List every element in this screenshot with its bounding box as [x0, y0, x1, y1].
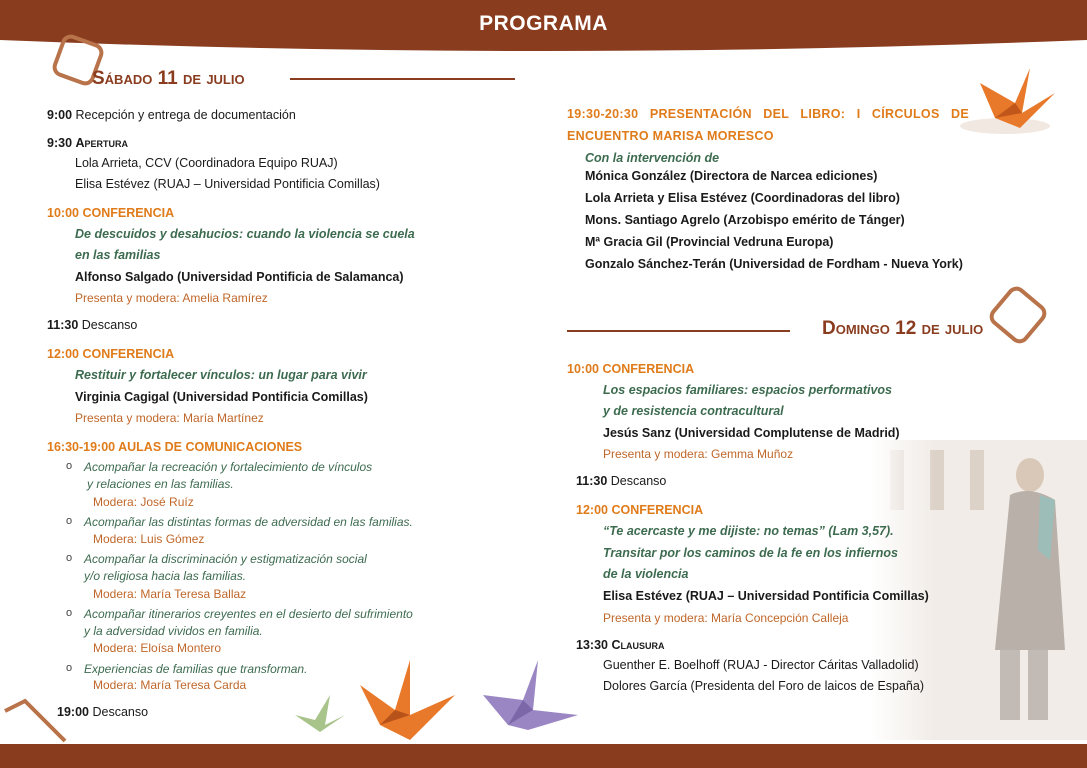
speaker: Mónica González (Directora de Narcea ediciones) — [585, 169, 878, 183]
conference-topic: “Te acercaste y me dijiste: no temas” (Lam 3,57). — [603, 524, 894, 538]
aula-topic: Acompañar itinerarios creyentes en el desierto del sufrimiento — [84, 607, 413, 621]
schedule-item — [576, 637, 665, 653]
bullet: o — [66, 607, 73, 619]
moderator: Presenta y modera: María Concepción Calleja — [603, 611, 849, 625]
aula-topic: Acompañar las distintas formas de adversidad en las familias. — [84, 515, 413, 529]
origami-crane-icon — [290, 690, 350, 735]
bullet: o — [66, 515, 73, 527]
speaker: Mª Gracia Gil (Provincial Vedruna Europa) — [585, 235, 834, 249]
frame-ornament-icon — [985, 282, 1055, 352]
time: 9:00 — [47, 108, 73, 122]
book-header-line: 19:30-20:30 PRESENTACIÓN DEL LIBRO: I CÍRCULOS DE — [567, 107, 969, 121]
aula-topic: y la adversidad vividos en familia. — [84, 624, 263, 638]
aula-topic: Experiencias de familias que transforman. — [84, 662, 308, 676]
section-header — [567, 106, 969, 122]
divider — [567, 330, 790, 332]
bullet: o — [66, 662, 73, 674]
time: 11:30 — [576, 474, 608, 488]
moderator: Modera: María Teresa Ballaz — [93, 587, 247, 601]
conference-topic: Transitar por los caminos de la fe en los infiernos — [603, 546, 898, 560]
origami-crane-icon — [960, 48, 1070, 138]
divider — [290, 78, 515, 80]
bullet: o — [66, 460, 73, 472]
speaker: Gonzalo Sánchez-Terán (Universidad de Fordham - Nueva York) — [585, 257, 963, 271]
item-text: Descanso — [81, 318, 138, 332]
saturday-heading: Sábado 11 de julio — [92, 68, 245, 89]
time: 9:30 — [47, 136, 73, 150]
moderator: Presenta y modera: Amelia Ramírez — [75, 291, 268, 305]
conference-topic: de la violencia — [603, 567, 689, 581]
schedule-item — [47, 107, 296, 123]
schedule-item — [57, 704, 148, 720]
aula-topic: Acompañar la discriminación y estigmatización social — [84, 552, 367, 566]
schedule-item — [47, 317, 137, 333]
section-header: ENCUENTRO MARISA MORESCO — [567, 129, 774, 143]
item-title: Clausura — [611, 638, 665, 652]
speaker: Virginia Cagigal (Universidad Pontificia Comillas) — [75, 390, 368, 404]
moderator: Modera: Luis Gómez — [93, 532, 205, 546]
speaker: Elisa Estévez (RUAJ – Universidad Pontificia Comillas) — [75, 177, 380, 191]
section-header: 10:00 CONFERENCIA — [567, 362, 695, 376]
moderator: Modera: María Teresa Carda — [93, 678, 247, 692]
section-header: 10:00 CONFERENCIA — [47, 206, 175, 220]
origami-crane-icon — [355, 655, 465, 745]
speaker: Lola Arrieta, CCV (Coordinadora Equipo RUAJ) — [75, 156, 338, 170]
moderator: Modera: Eloísa Montero — [93, 641, 222, 655]
conference-topic: Los espacios familiares: espacios performativos — [603, 383, 893, 397]
speaker: Guenther E. Boelhoff (RUAJ - Director Cáritas Valladolid) — [603, 658, 919, 672]
section-header: 12:00 CONFERENCIA — [576, 503, 704, 517]
book-intro: Con la intervención de — [585, 151, 720, 165]
schedule-item — [576, 473, 666, 489]
speaker: Dolores García (Presidenta del Foro de laicos de España) — [603, 679, 924, 693]
sunday-heading: Domingo 12 de julio — [822, 318, 984, 339]
footer-band — [0, 744, 1087, 768]
speaker: Elisa Estévez (RUAJ – Universidad Pontificia Comillas) — [603, 589, 929, 603]
conference-topic: De descuidos y desahucios: cuando la violencia se cuela — [75, 227, 415, 241]
time: 13:30 — [576, 638, 608, 652]
origami-crane-icon — [478, 655, 588, 740]
speaker: Lola Arrieta y Elisa Estévez (Coordinadoras del libro) — [585, 191, 900, 205]
bullet: o — [66, 552, 73, 564]
conference-topic: Restituir y fortalecer vínculos: un lugar para vivir — [75, 368, 367, 382]
aula-topic: y relaciones en las familias. — [87, 477, 234, 491]
section-header: 16:30-19:00 AULAS DE COMUNICACIONES — [47, 440, 303, 454]
page-title: PROGRAMA — [479, 12, 608, 35]
schedule-item — [47, 135, 128, 151]
time: 19:00 — [57, 705, 89, 719]
moderator: Presenta y modera: Gemma Muñoz — [603, 447, 794, 461]
aula-topic: y/o religiosa hacia las familias. — [84, 569, 247, 583]
conference-topic: en las familias — [75, 248, 161, 262]
time: 11:30 — [47, 318, 79, 332]
speaker: Jesús Sanz (Universidad Complutense de Madrid) — [603, 426, 900, 440]
aula-topic: Acompañar la recreación y fortalecimiento de vínculos — [84, 460, 373, 474]
section-header: 12:00 CONFERENCIA — [47, 347, 175, 361]
speaker: Alfonso Salgado (Universidad Pontificia de Salamanca) — [75, 270, 404, 284]
moderator: Modera: José Ruíz — [93, 495, 194, 509]
item-text: Descanso — [92, 705, 149, 719]
conference-topic: y de resistencia contracultural — [603, 404, 784, 418]
item-text: Descanso — [610, 474, 667, 488]
item-title: Apertura — [75, 136, 129, 150]
item-text: Recepción y entrega de documentación — [75, 108, 296, 122]
speaker: Mons. Santiago Agrelo (Arzobispo emérito de Tánger) — [585, 213, 905, 227]
moderator: Presenta y modera: María Martínez — [75, 411, 264, 425]
